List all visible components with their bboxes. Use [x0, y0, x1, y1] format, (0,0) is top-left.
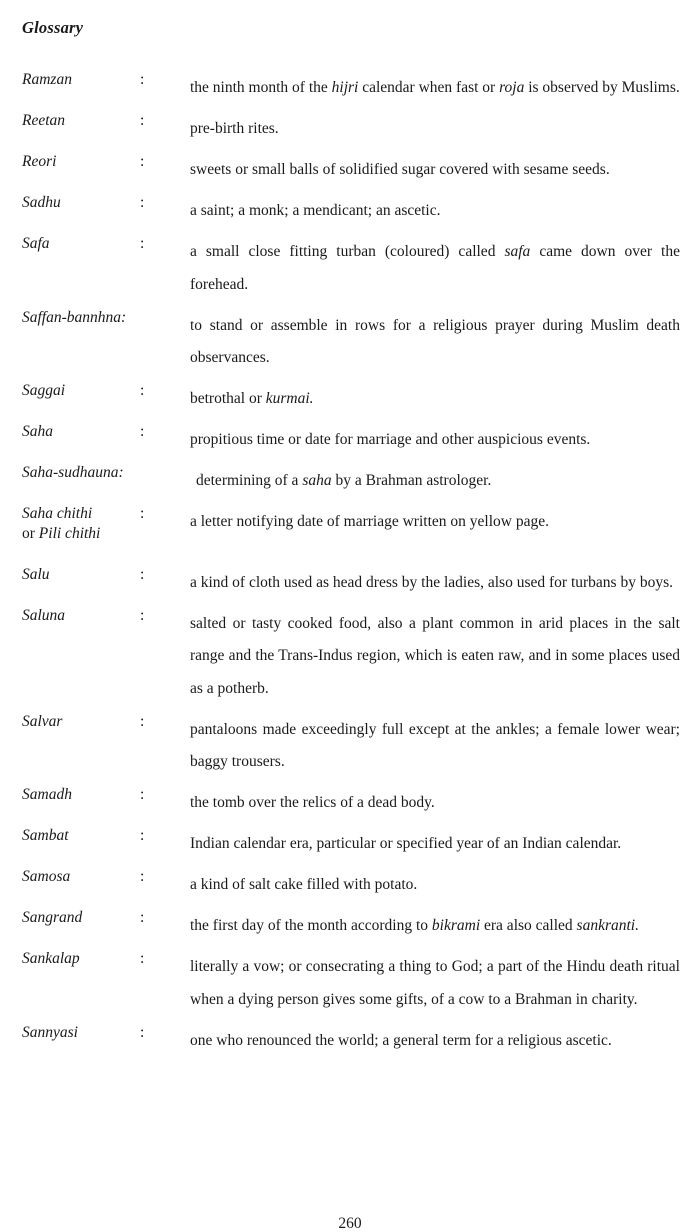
glossary-entry — [0, 383, 700, 416]
glossary-definition: a kind of salt cake filled with potato. — [190, 876, 418, 893]
glossary-definition: literally a vow; or consecrating a thing to God; a part of the Hindu death ritual when a dying person gives some gifts, of a cow to a Brahman in charity. — [190, 958, 680, 1008]
glossary-term: Reetan — [22, 112, 66, 129]
glossary-colon: : — [140, 235, 145, 252]
glossary-definition: determining of a saha by a Brahman astrologer. — [196, 472, 492, 489]
glossary-term: Saffan-bannhna: — [22, 308, 127, 326]
glossary-entry — [0, 310, 700, 375]
glossary-definition: one who renounced the world; a general term for a religious ascetic. — [190, 1031, 612, 1049]
glossary-entry — [0, 1025, 700, 1058]
glossary-term: Saha — [22, 423, 53, 440]
glossary-colon: : — [140, 382, 145, 399]
glossary-term: Sadhu — [22, 194, 61, 211]
glossary-entry — [0, 72, 700, 105]
glossary-colon: : — [140, 786, 145, 803]
glossary-term: Salu — [22, 565, 50, 583]
glossary-entry — [0, 195, 700, 228]
glossary-entry — [0, 236, 700, 301]
glossary-entry — [0, 714, 700, 779]
glossary-entry — [0, 113, 700, 146]
glossary-term: Salvar — [22, 712, 63, 730]
glossary-entry-list — [0, 72, 700, 1066]
glossary-colon: : — [140, 1023, 145, 1041]
glossary-term: Sangrand — [22, 909, 83, 926]
glossary-term: Sankalap — [22, 950, 80, 967]
glossary-colon: : — [140, 868, 145, 885]
glossary-colon: : — [140, 153, 145, 170]
glossary-definition: salted or tasty cooked food, also a plant common in arid places in the salt range and the Trans-Indus region, which is eaten raw, and in some places used as a potherb. — [190, 614, 680, 697]
glossary-term: Saluna — [22, 606, 66, 624]
glossary-entry — [0, 567, 700, 600]
glossary-definition: betrothal or kurmai. — [190, 390, 314, 407]
glossary-colon: : — [140, 565, 145, 583]
glossary-definition: the ninth month of the hijri calendar when fast or roja is observed by Muslims. — [190, 79, 680, 96]
glossary-term: Sannyasi — [22, 1023, 78, 1041]
glossary-term: Ramzan — [22, 71, 72, 88]
glossary-entry — [0, 424, 700, 457]
glossary-definition: propitious time or date for marriage and other auspicious events. — [190, 431, 591, 448]
glossary-entry — [0, 465, 700, 498]
glossary-entry — [0, 608, 700, 706]
glossary-definition: a saint; a monk; a mendicant; an ascetic. — [190, 202, 441, 219]
glossary-definition: to stand or assemble in rows for a religious prayer during Muslim death observances. — [190, 316, 680, 366]
glossary-term-alt — [22, 526, 192, 542]
page-number: 260 — [338, 1215, 362, 1232]
glossary-colon: : — [140, 827, 145, 844]
glossary-colon: : — [140, 423, 145, 440]
glossary-definition: the first day of the month according to bikrami era also called sankranti. — [190, 917, 639, 934]
glossary-definition: a small close fitting turban (coloured) called safa came down over the forehead. — [190, 243, 680, 293]
glossary-term: Samadh — [22, 786, 72, 803]
glossary-term: Sambat — [22, 827, 69, 844]
glossary-term: Saha-sudhauna: — [22, 464, 124, 481]
glossary-term: Safa — [22, 235, 50, 252]
glossary-entry — [0, 910, 700, 943]
glossary-entry — [0, 828, 700, 861]
glossary-definition: pantaloons made exceedingly full except at the ankles; a female lower wear; baggy trousers. — [190, 720, 680, 770]
glossary-colon: : — [140, 712, 145, 730]
glossary-entry — [0, 787, 700, 820]
glossary-term-alt-prefix: or — [22, 525, 39, 542]
page-title: Glossary — [22, 18, 84, 37]
glossary-definition: a kind of cloth used as head dress by the ladies, also used for turbans by boys. — [190, 573, 673, 591]
glossary-term: Saggai — [22, 382, 66, 399]
glossary-colon: : — [140, 71, 145, 88]
glossary-term: Samosa — [22, 868, 71, 885]
glossary-term-alt-word: Pili chithi — [38, 525, 101, 542]
glossary-definition: pre-birth rites. — [190, 120, 279, 137]
glossary-definition: Indian calendar era, particular or specified year of an Indian calendar. — [190, 835, 622, 852]
glossary-colon: : — [140, 606, 145, 624]
glossary-entry — [0, 154, 700, 187]
glossary-definition: sweets or small balls of solidified sugar covered with sesame seeds. — [190, 161, 610, 178]
glossary-term: Saha chithi — [22, 505, 93, 522]
glossary-definition: the tomb over the relics of a dead body. — [190, 794, 435, 811]
glossary-colon: : — [140, 112, 145, 129]
glossary-colon: : — [140, 505, 145, 522]
glossary-entry — [0, 506, 700, 558]
glossary-colon: : — [140, 950, 145, 967]
glossary-term: Reori — [22, 153, 57, 170]
glossary-colon: : — [140, 194, 145, 211]
glossary-entry — [0, 869, 700, 902]
glossary-entry — [0, 951, 700, 1016]
glossary-colon: : — [140, 909, 145, 926]
glossary-definition: a letter notifying date of marriage written on yellow page. — [190, 513, 549, 530]
